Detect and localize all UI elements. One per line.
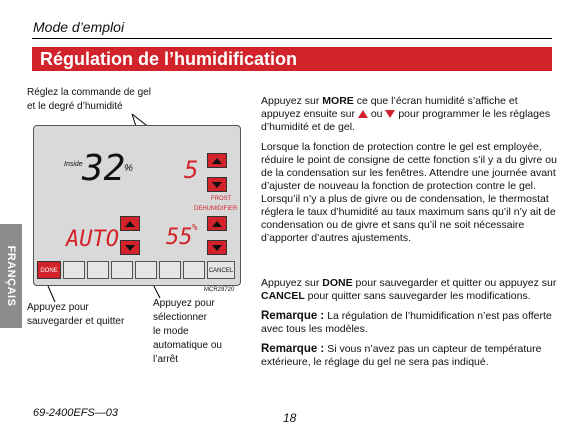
arrow-down-icon [212,182,222,188]
blank-key[interactable] [159,261,181,279]
done-button[interactable]: DONE [37,261,61,279]
instruction-paragraph-2: Lorsque la fonction de protection contre le gel est employée, réduire le point de consigne de cette fonction s’il y a du givre ou de la condensation sur les fenêtres. Attendre une journée avant d’ajuster de nouveau la fonction de protection contre le gel. Lorsqu’il n’y a plus de givre ou de condensation, le thermostat réglera le taux d’humidité au taux maximum sans qu’il n’y ait de condensation ou de givre et sans qu’il ne soit nécessaire d’apporter d’autres ajustements. [261,141,557,244]
arrow-down-icon [385,110,395,118]
callout-line: Appuyez pour [153,298,215,309]
mode-value: AUTO [66,227,119,252]
note-1 [261,310,557,336]
cancel-keyword: CANCEL [261,290,305,302]
arrow-down-icon [212,245,222,251]
humidity-down-button[interactable] [207,240,227,255]
callout-line: sélectionner [153,312,207,323]
text: La régulation de l’humidification n’est pas offerte avec tous les modèles. [261,310,552,335]
callout-line: le mode [153,326,189,337]
text: ce que l’écran humidité s’affiche et appuyez ensuite sur [261,95,518,120]
callout-line: l’arrêt [153,354,179,365]
text: ou [367,108,386,120]
frost-setting-value: 5 [184,156,199,184]
arrow-up-icon [212,221,222,227]
document-code: 69-2400EFS—03 [33,407,118,419]
blank-key[interactable] [135,261,157,279]
callout-line: Appuyez pour [27,302,89,313]
frost-up-button[interactable] [207,153,227,168]
callout-line: automatique ou [153,340,222,351]
humidity-setting-value: 55 [166,225,193,250]
callout-line: et le degré d’humidité [27,101,123,112]
blank-key[interactable] [183,261,205,279]
cancel-button[interactable]: CANCEL [207,261,235,279]
text: pour sauvegarder et quitter ou appuyez sur [352,277,557,289]
instruction-paragraph-1 [261,95,557,134]
blank-key[interactable] [111,261,133,279]
humidity-percent: % [192,223,198,233]
arrow-down-icon [125,245,135,251]
arrow-up-icon [125,221,135,227]
callout-line: sauvegarder et quitter [27,316,125,327]
mode-up-button[interactable] [120,216,140,231]
text: Si vous n’avez pas un capteur de température extérieure, le réglage du gel ne sera pas indiqué. [261,343,542,368]
text: Appuyez sur [261,95,323,107]
humidity-up-button[interactable] [207,216,227,231]
note-2 [261,343,557,369]
more-keyword: MORE [322,95,354,107]
section-title: Régulation de l’humidification [40,49,298,69]
callout-line: Réglez la commande de gel [27,87,151,98]
text: pour quitter sans sauvegarder les modifications. [304,290,531,302]
callout-done [27,301,124,329]
frost-label: FROST [211,196,232,202]
inside-label: Inside [64,161,83,168]
dehumidifier-label: DEHUMIDIFIER [194,206,238,212]
instruction-paragraph-3 [261,277,557,303]
frost-down-button[interactable] [207,177,227,192]
page-header-title: Mode d’emploi [33,19,125,35]
text: pour programmer le les réglages d’humidité et de gel. [261,108,551,133]
note-label: Remarque : [261,310,325,322]
page-number: 18 [283,411,297,425]
thermostat-display [33,125,241,286]
done-keyword: DONE [322,277,353,289]
arrow-up-icon [212,158,222,164]
callout-mode [153,297,222,367]
arrow-up-icon [358,110,368,118]
text: Appuyez sur [261,277,323,289]
inside-percent: % [124,163,133,174]
model-code: MCR29720 [204,287,235,293]
blank-key[interactable] [63,261,85,279]
language-label: FRANÇAIS [5,245,17,307]
blank-key[interactable] [87,261,109,279]
inside-humidity-value: 32 [82,148,126,189]
note-label: Remarque : [261,343,325,355]
mode-down-button[interactable] [120,240,140,255]
